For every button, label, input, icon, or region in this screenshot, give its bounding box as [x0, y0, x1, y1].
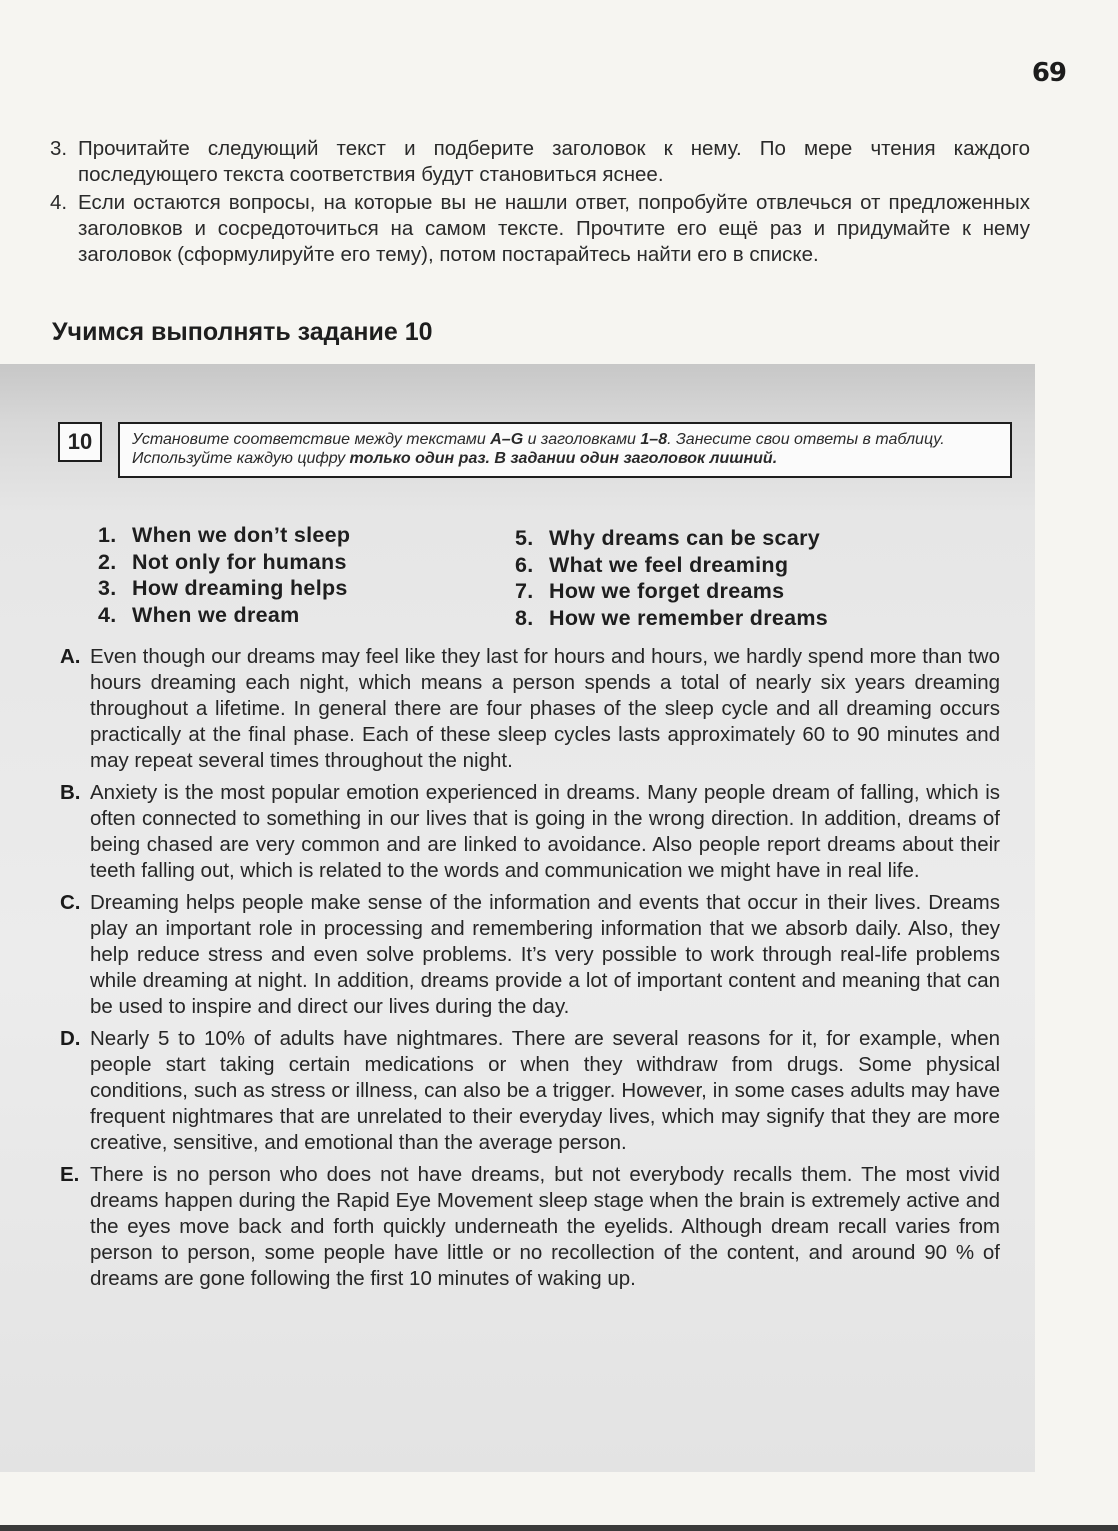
text-letter: D.: [60, 1027, 81, 1050]
instruction-item: [50, 136, 1030, 188]
heading-text: When we don’t sleep: [132, 523, 351, 547]
heading-item: [98, 575, 350, 602]
heading-item: [515, 605, 828, 632]
heading-item: [98, 522, 350, 549]
task-instruction-emphasis: только один раз. В задании один заголовок лишний.: [349, 450, 778, 467]
section-title: Учимся выполнять задание 10: [52, 318, 433, 346]
text-letter: A.: [60, 645, 81, 668]
heading-number: 6.: [515, 552, 534, 577]
instruction-number: 3.: [50, 137, 68, 160]
heading-item: [515, 525, 828, 552]
heading-item: [98, 602, 350, 629]
page-bottom-edge: [0, 1525, 1118, 1531]
heading-number: 2.: [98, 549, 117, 574]
heading-text: When we dream: [132, 602, 300, 627]
texts-list: [0, 644, 1000, 1298]
task-instruction-numbers: 1–8: [640, 431, 668, 448]
headings-list-right: [515, 525, 828, 631]
task-instruction-text: и заголовками: [523, 431, 641, 448]
text-letter: B.: [60, 781, 81, 804]
instruction-text: Прочитайте следующий текст и подберите заголовок к нему. По мере чтения каждого последующего текста соответствия будут становиться яснее.: [78, 137, 1030, 186]
heading-text: Not only for humans: [132, 549, 347, 574]
headings-list-left: [98, 522, 350, 628]
heading-number: 5.: [515, 526, 534, 550]
task-instruction-text: Установите соответствие между текстами: [132, 431, 491, 448]
instruction-number: 4.: [50, 191, 68, 214]
instruction-text: Если остаются вопросы, на которые вы не нашли ответ, попробуйте отвлечься от предложенных заголовков и сосредоточиться на самом тексте. Прочтите его ещё раз и придумайте к нему заголовок (сформулируйте его тему), потом постарайтесь найти его в списке.: [78, 191, 1030, 266]
heading-number: 3.: [98, 576, 117, 600]
heading-item: [515, 578, 828, 605]
text-item-b: [0, 780, 1000, 884]
text-body: Even though our dreams may feel like they last for hours and hours, we hardly spend more than two hours dreaming each night, which means a person spends a total of nearly six years dreaming throughout a lifetime. In general there are four phases of the sleep cycle and all dreaming occurs practically at the final phase. Each of these sleep cycles lasts approximately 60 to 90 minutes and may repeat several times throughout the night.: [90, 645, 1000, 772]
heading-text: What we feel dreaming: [549, 552, 789, 577]
heading-number: 4.: [98, 602, 117, 627]
task-instruction-letters: A–G: [490, 431, 524, 448]
text-body: There is no person who does not have dreams, but not everybody recalls them. The most vivid dreams happen during the Rapid Eye Movement sleep stage when the brain is extremely active and the eyes move back and forth quickly underneath the eyelids. Although dream recall varies from person to person, some people have little or no recollection of the content, and around 90 % of dreams are gone following the first 10 minutes of waking up.: [90, 1163, 1000, 1290]
page-number: 69: [1031, 58, 1066, 88]
heading-item: [98, 549, 350, 576]
task-number-box: 10: [58, 422, 102, 462]
text-item-e: [0, 1162, 1000, 1292]
heading-number: 8.: [515, 605, 534, 630]
task-instruction-box: [118, 422, 1012, 478]
text-item-c: [0, 890, 1000, 1020]
heading-text: How we forget dreams: [549, 579, 785, 603]
text-letter: C.: [60, 891, 81, 914]
instruction-item: [50, 190, 1030, 268]
text-body: Nearly 5 to 10% of adults have nightmares. There are several reasons for it, for example, when people start taking certain medications or when they withdraw from drugs. Some physical conditions, such as stress or illness, can also be a trigger. However, in some cases adults may have frequent nightmares that are unrelated to their everyday lives, which may signify that they are more creative, sensitive, and emotional than the average person.: [90, 1027, 1000, 1154]
heading-item: [515, 552, 828, 579]
task-instruction-text: . Занесите свои ответы в таблицу. Используйте каждую цифру: [132, 431, 945, 467]
heading-number: 7.: [515, 579, 534, 603]
heading-text: Why dreams can be scary: [549, 526, 820, 550]
heading-number: 1.: [98, 523, 117, 547]
text-item-d: [0, 1026, 1000, 1156]
text-body: Dreaming helps people make sense of the information and events that occur in their lives. Dreams play an important role in processing and remembering information that we absorb daily. Also, they help reduce stress and even solve problems. It’s very possible to work through real-life problems while dreaming at night. In addition, dreams provide a lot of important content and meaning that can be used to inspire and direct our lives during the day.: [90, 891, 1000, 1018]
instruction-list: [50, 136, 1030, 270]
text-body: Anxiety is the most popular emotion experienced in dreams. Many people dream of falling, which is often connected to something in our lives that is going in the wrong direction. In addition, dreams of being chased are very common and are linked to avoidance. Also people report dreams about their teeth falling out, which is related to the words and communication we might have in real life.: [90, 781, 1000, 882]
text-item-a: [0, 644, 1000, 774]
heading-text: How we remember dreams: [549, 605, 829, 630]
text-letter: E.: [60, 1163, 80, 1186]
heading-text: How dreaming helps: [132, 576, 348, 600]
task-block: [0, 364, 1035, 1472]
